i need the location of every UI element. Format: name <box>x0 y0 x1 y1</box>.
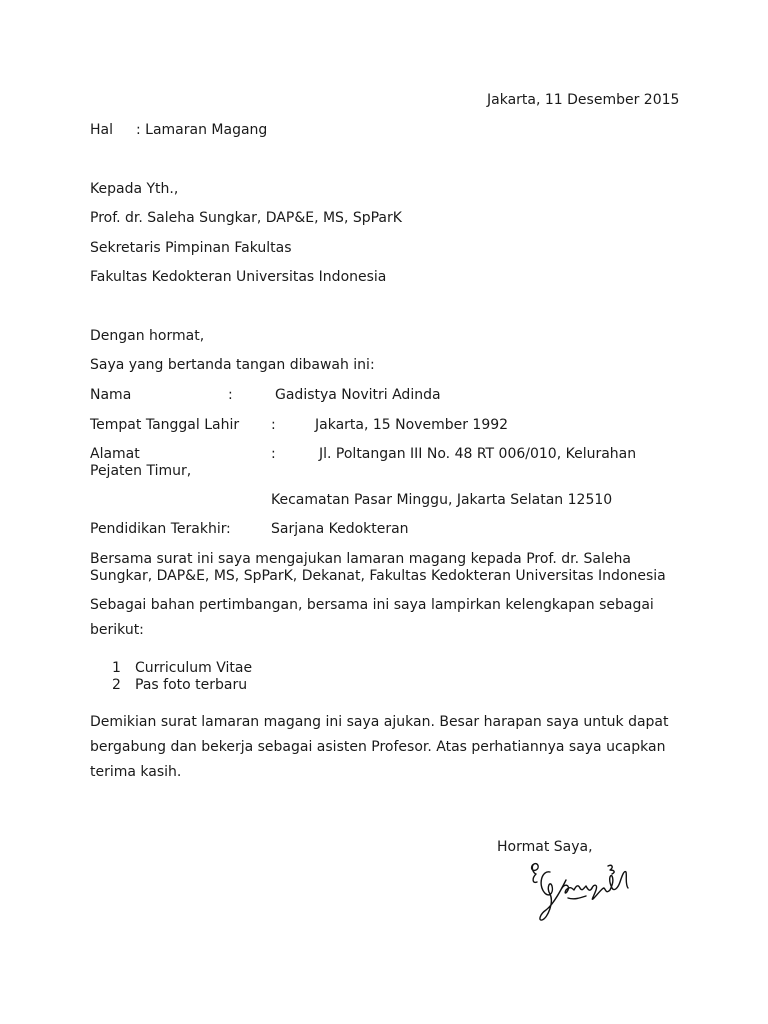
body-paragraph-2-line-1: Sebagai bahan pertimbangan, bersama ini saya lampirkan kelengkapan sebagai <box>90 597 654 613</box>
body-paragraph-1: Bersama surat ini saya mengajukan lamaran magang kepada Prof. dr. Saleha Sungkar, DAP&E, MS, SpParK, Dekanat, Fakultas Kedokteran Universitas Indonesia <box>90 551 666 584</box>
closing-line-3: terima kasih. <box>90 764 182 780</box>
name-label: Nama <box>90 387 132 403</box>
birth-value: Jakarta, 15 November 1992 <box>315 417 509 433</box>
subject-value: : Lamaran Magang <box>136 122 268 138</box>
address-label: Alamat <box>90 446 140 462</box>
recipient-institution: Fakultas Kedokteran Universitas Indonesia <box>90 269 387 285</box>
recipient-name: Prof. dr. Saleha Sungkar, DAP&E, MS, SpParK <box>90 210 402 226</box>
address-line-2: Pejaten Timur, <box>90 463 192 479</box>
letter-date: Jakarta, 11 Desember 2015 <box>487 92 680 108</box>
birth-colon: : <box>271 417 276 433</box>
regards: Hormat Saya, <box>497 839 593 855</box>
closing-line-2: bergabung dan bekerja sebagai asisten Profesor. Atas perhatiannya saya ucapkan <box>90 739 666 755</box>
recipient-salutation: Kepada Yth., <box>90 181 179 197</box>
address-colon: : <box>271 446 276 462</box>
attachment-number: 2 <box>112 677 121 693</box>
attachment-label: Curriculum Vitae <box>135 660 253 676</box>
birth-label: Tempat Tanggal Lahir <box>90 417 240 433</box>
address-line-3: Kecamatan Pasar Minggu, Jakarta Selatan 12510 <box>271 492 613 508</box>
intro-line: Saya yang bertanda tangan dibawah ini: <box>90 357 375 373</box>
attachment-label: Pas foto terbaru <box>135 677 248 693</box>
address-line-1: Jl. Poltangan III No. 48 RT 006/010, Kelurahan <box>319 446 637 462</box>
attachment-number: 1 <box>112 660 121 676</box>
subject-label: Hal <box>90 122 113 138</box>
name-value: Gadistya Novitri Adinda <box>275 387 441 403</box>
education-value: Sarjana Kedokteran <box>271 521 409 537</box>
name-colon: : <box>228 387 233 403</box>
closing-line-1: Demikian surat lamaran magang ini saya ajukan. Besar harapan saya untuk dapat <box>90 714 669 730</box>
recipient-position: Sekretaris Pimpinan Fakultas <box>90 240 292 256</box>
greeting: Dengan hormat, <box>90 328 205 344</box>
education-label: Pendidikan Terakhir <box>90 521 227 537</box>
signature-image <box>528 858 638 924</box>
body-paragraph-2-line-2: berikut: <box>90 622 144 638</box>
education-colon: : <box>226 521 231 537</box>
